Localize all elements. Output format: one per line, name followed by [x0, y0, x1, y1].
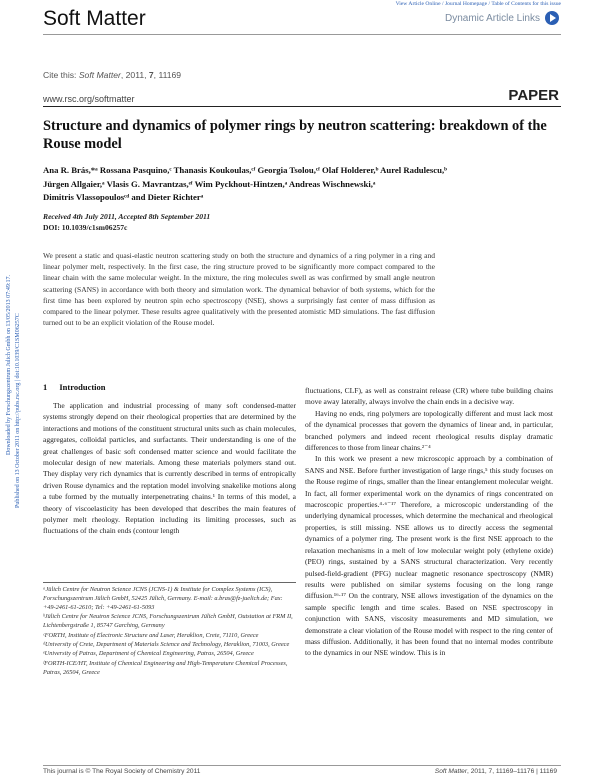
footnote: ᶜFORTH, Institute of Electronic Structure and Laser, Heraklion, Crete, 71110, Greece	[43, 631, 259, 639]
cite-journal: Soft Matter	[78, 70, 121, 80]
cite-prefix: Cite this:	[43, 70, 77, 80]
cite-pages: , 11169	[153, 70, 182, 80]
journal-homepage-link[interactable]: Journal Homepage	[444, 1, 488, 7]
dynamic-article-links-label[interactable]: Dynamic Article Links	[444, 12, 540, 24]
footnote-rule	[43, 582, 296, 583]
footnote: ᵇJülich Centre for Neutron Science JCNS, Forschungszentrum Jülich GmbH, Outstation at FRM II, Lichtenbergstraße 1, 85747 Garching, Germany	[43, 613, 293, 630]
cite-year: , 2011,	[120, 70, 149, 80]
footer-pages: , 2011, 7, 11169–11176 | 11169	[467, 768, 557, 775]
publication-notice[interactable]: Published on 13 October 2011 on http://pubs.rsc.org | doi:10.1039/C1SM06257C	[15, 313, 21, 508]
article-title: Structure and dynamics of polymer rings by neutron scattering: breakdown of the Rouse model	[43, 118, 547, 152]
body-column-left	[43, 400, 296, 537]
footnote: ᵈUniversity of Crete, Department of Materials Science and Technology, Heraklion, 71003, Greece	[43, 640, 290, 648]
received-dates: Received 4th July 2011, Accepted 8th September 2011	[43, 212, 211, 221]
header-rule	[43, 34, 561, 35]
play-arrow-icon[interactable]	[545, 11, 559, 25]
paragraph: The application and industrial processing of many soft condensed-matter systems strongly depend on their rheological properties that are determined by the interactions and motions of the constituent structural units such as chain molecules, aggregates, colloidal particles, and surfactants. Their understanding is one of the great challenges of basic soft condensed matter science and would facilitate the molecular design of new materials. Among these materials polymers stand out. They display very rich dynamics that is currently described in terms of entropically driven Rouse dynamics and the reptation model involving snakelike motions along a tube formed by the mutually interpenetrating chains.¹ In terms of this model, a theory of viscoelasticity has been developed that describes the main features of polymer melt rheology. Reptation including its limiting processes, such as fluctuations of the chain ends (contour length	[43, 401, 296, 536]
footnote: ᵉUniversity of Patras, Department of Chemical Engineering, Patras, 26504, Greece	[43, 650, 254, 658]
table-of-contents-link[interactable]: Table of Contents for this issue	[491, 1, 561, 7]
affiliation-footnotes	[43, 586, 296, 678]
download-sidebar	[0, 0, 30, 780]
paragraph: Having no ends, ring polymers are topologically different and must lack most of the dynamical processes that govern the dynamics of linear and, in particular, branched polymers and indeed recent rheological results display dramatic differences to those from linear chains.²⁻⁴	[305, 408, 553, 453]
top-links: View Article Online / Journal Homepage / Table of Contents for this issue	[395, 1, 561, 7]
dynamic-article-links[interactable]	[445, 11, 559, 25]
section-title: Introduction	[59, 382, 106, 392]
section-number: 1	[43, 382, 48, 392]
title-rule	[43, 106, 561, 107]
paragraph: fluctuations, CLF), as well as constraint release (CR) where tube building chains move away laterally, always involve the chain ends in a decisive way.	[305, 386, 553, 407]
footer-journal: Soft Matter	[434, 768, 468, 775]
paragraph: In this work we present a new microscopic approach by a combination of SANS and NSE. Before further investigation of large rings,⁵ this study focuses on the Rouse regime of rings, smaller than the linear entanglement molecular weight. In fact, all former experimental work on the dynamics of rings concentrated on macroscopic properties.⁴·⁶⁻¹⁷ Therefore, a microscopic understanding of the underlying dynamical processes, which determine the mechanical and rheological properties, is still missing. NSE allows us to directly access the segmental dynamics of a polymer ring. The present work is the first NSE approach to the relaxation mechanisms in a melt of low molecular weight poly (ethylene oxide) (PEO) rings, sustained by a SANS structural characterization. Very recently pulsed-field-gradient (PFG) nuclear magnetic resonance spectroscopy (NMR) results were published on similar systems focusing on the long range diffusion.¹⁶·¹⁷ On the contrary, NSE allows investigation of the dynamics on the sample specific length and time scales. Based on NSE spectroscopy in conjunction with SANS, viscosity measurements and MD simulation, we demonstrate a clear violation of the Rouse model with respect to the ring center of mass diffusion. Additionally, it has been found that no internal modes contribute to the dynamics in our NSE window. This is in	[305, 454, 553, 658]
doi[interactable]: DOI: 10.1039/c1sm06257c	[43, 223, 128, 232]
footer-citation	[435, 768, 557, 775]
authors-line: Ana R. Brás,*ᵃ Rossana Pasquino,ᶜ Thanasis Koukoulas,ᶜᶠ Georgia Tsolou,ᶜᶠ Olaf Holderer,ᵇ Aurel Radulescu,ᵇ	[43, 165, 447, 175]
footnote: ᶠFORTH-ICE/HT, Institute of Chemical Engineering and High-Temperature Chemical Processes, Patras, 26504, Greece	[43, 659, 288, 676]
abstract: We present a static and quasi-elastic neutron scattering study on both the structure and dynamics of a ring polymer in a ring and linear polymer melt, respectively. In the first case, the ring structure proved to be significantly more compact compared to the linear chain with the same molecular weight. In the mixture, the ring molecules swell as was confirmed by small angle neutron scattering (SANS) in accordance with both theory and simulation work. The dynamical behavior of both systems, which for the first time has been explored by neutron spin echo spectroscopy (NSE), shows a surprisingly fast center of mass diffusion as compared to the linear polymer. These results agree qualitatively with the presented atomistic MD simulations. The fast diffusion turned out to be an explicit violation of the Rouse model.	[43, 251, 435, 328]
authors-line: Dimitris Vlassopoulosᶜᵈ and Dieter Richterᵃ	[43, 192, 204, 202]
footnote: ᵃJülich Centre for Neutron Science JCNS (JCNS-1) & Institute for Complex Systems (ICS), Forschungszentrum Jülich GmbH, 52425 Jülich, Germany. E-mail: a.bras@fz-juelich.de; Fax: +49-2461-61-2610; Tel: +49-2461-61-5093	[43, 586, 283, 611]
section-heading	[43, 382, 106, 392]
cite-this	[43, 70, 181, 80]
journal-url[interactable]: www.rsc.org/softmatter	[43, 94, 135, 104]
download-notice: Downloaded by Forschungszentrum Julich Gmbh on 13/05/2013 07:49:17.	[6, 275, 12, 455]
cite-volume: 7	[148, 70, 154, 80]
journal-name: Soft Matter	[43, 7, 146, 30]
footer-rule	[43, 765, 561, 766]
author-list	[43, 164, 558, 205]
authors-line: Jürgen Allgaier,ᵃ Vlasis G. Mavrantzas,ᵉᶠ Wim Pyckhout-Hintzen,ᵃ Andreas Wischnewski,ᵃ	[43, 178, 376, 189]
article-type-label: PAPER	[508, 87, 559, 104]
body-column-right	[305, 385, 553, 659]
view-article-online-link[interactable]: View Article Online	[395, 1, 441, 7]
footer-copyright: This journal is © The Royal Society of Chemistry 2011	[43, 768, 201, 775]
